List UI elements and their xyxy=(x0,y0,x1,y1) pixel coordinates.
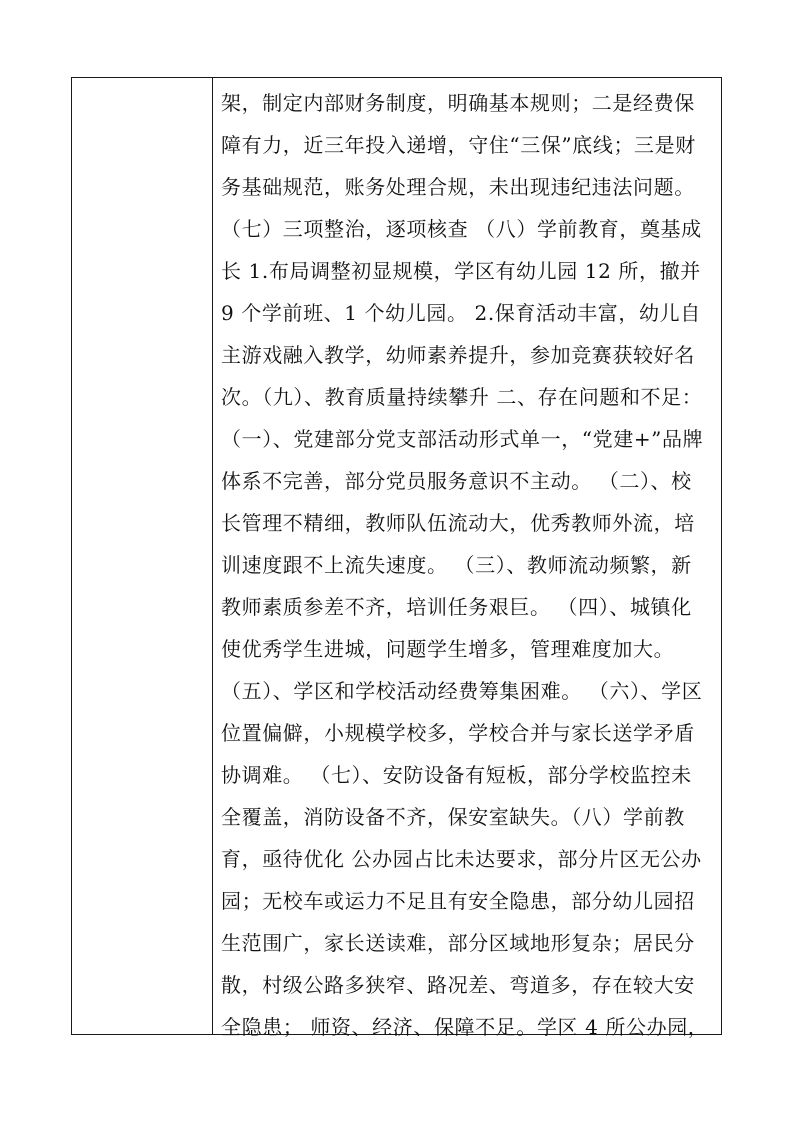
text-line: 体系不完善，部分党员服务意识不主动。 （二）、校 xyxy=(221,469,692,493)
text-line: 全隐患； 师资、经济、保障不足。学区 4 所公办园， xyxy=(221,1015,709,1039)
text-line: 生范围广，家长送读难，部分区域地形复杂；居民分 xyxy=(221,931,695,955)
text-line: 9 个学前班、1 个幼儿园。 2.保育活动丰富，幼儿自 xyxy=(221,301,701,325)
text-line: 次。（九）、教育质量持续攀升 二、存在问题和不足： xyxy=(221,385,703,409)
text-line: 务基础规范，账务处理合规，未出现违纪违法问题。 xyxy=(221,175,695,199)
report-text-block xyxy=(221,82,715,1048)
text-line: （七）三项整治，逐项核查 （八）学前教育，奠基成 xyxy=(221,217,702,241)
document-table xyxy=(71,77,722,1039)
text-line: 主游戏融入教学，幼师素养提升，参加竞赛获较好名 xyxy=(221,343,695,367)
text-line: 散，村级公路多狭窄、路况差、弯道多，存在较大安 xyxy=(221,973,695,997)
table-right-cell xyxy=(213,78,721,1039)
text-line: 协调难。 （七）、安防设备有短板，部分学校监控未 xyxy=(221,763,692,787)
text-line: 位置偏僻，小规模学校多，学校合并与家长送学矛盾 xyxy=(221,721,695,745)
text-line: 训速度跟不上流失速度。 （三）、教师流动频繁，新 xyxy=(221,553,692,577)
text-line: 教师素质参差不齐，培训任务艰巨。 （四）、城镇化 xyxy=(221,595,692,619)
text-line: 架，制定内部财务制度，明确基本规则；二是经费保 xyxy=(221,91,695,115)
text-line: 障有力，近三年投入递增，守住“三保”底线；三是财 xyxy=(221,133,696,157)
text-line: （五）、学区和学校活动经费筹集困难。 （六）、学区 xyxy=(221,679,703,703)
table-left-cell xyxy=(72,78,213,1034)
text-line: 长管理不精细，教师队伍流动大，优秀教师外流，培 xyxy=(221,511,695,535)
text-line: 使优秀学生进城，问题学生增多，管理难度加大。 xyxy=(221,637,675,661)
text-line: （一）、党建部分党支部活动形式单一，“党建+”品牌 xyxy=(221,427,704,451)
text-line: 育，亟待优化 公办园占比未达要求，部分片区无公办 xyxy=(221,847,702,871)
text-line: 长 1.布局调整初显规模，学区有幼儿园 12 所，撤并 xyxy=(221,259,701,283)
text-line: 全覆盖，消防设备不齐，保安室缺失。（八）学前教 xyxy=(221,805,685,829)
text-line: 园；无校车或运力不足且有安全隐患，部分幼儿园招 xyxy=(221,889,695,913)
